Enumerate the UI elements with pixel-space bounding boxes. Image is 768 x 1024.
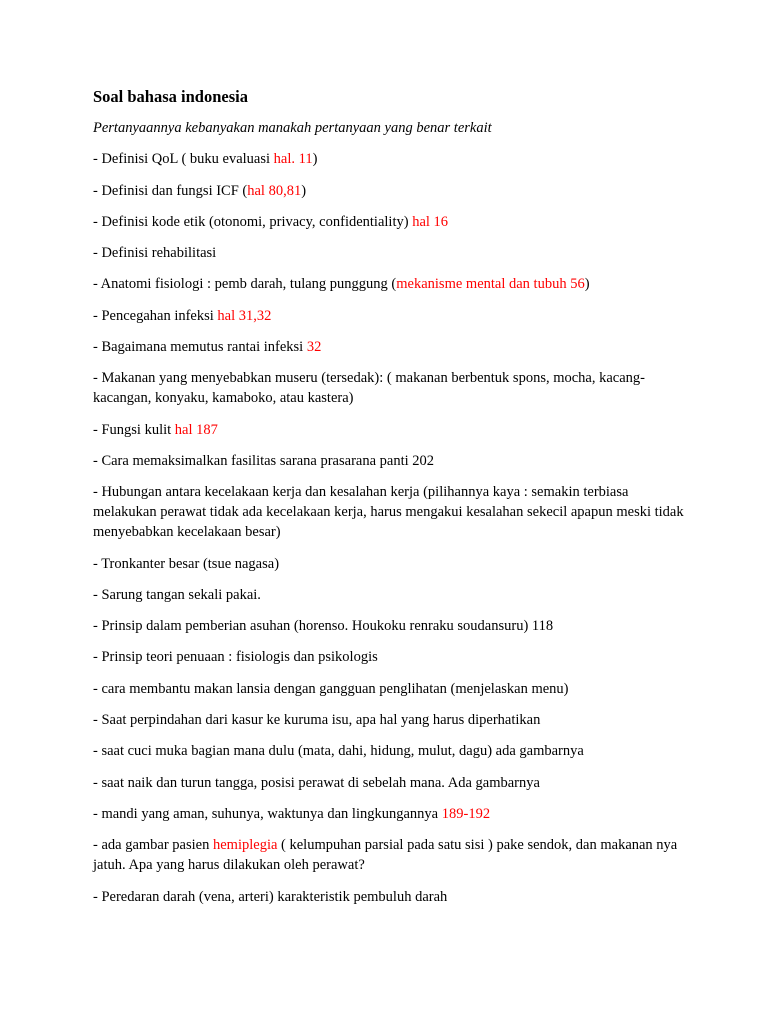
highlighted-reference: hemiplegia [212,837,278,854]
item-text: - Bagaimana memutus rantai infeksi [93,339,307,356]
item-text: - Cara memaksimalkan fasilitas sarana prasarana panti 202 [93,452,435,469]
item-text: ) [301,182,307,199]
list-item [93,149,693,169]
list-item [93,616,693,636]
list-item [93,773,693,793]
list-item [93,710,693,730]
item-text: ) [312,151,318,168]
document-subtitle: Pertanyaannya kebanyakan manakah pertanyaan yang benar terkait [93,120,492,136]
question-list [93,149,693,906]
list-item [93,306,693,326]
list-item [93,554,693,574]
item-text: ) [584,276,590,293]
list-item [93,482,693,542]
list-item [93,243,693,263]
list-item [93,274,693,294]
item-text: - Definisi QoL ( buku evaluasi [93,151,274,168]
highlighted-reference: 32 [306,339,322,356]
item-text: - Definisi kode etik (otonomi, privacy, confidentiality) [93,213,413,230]
item-text: - Prinsip teori penuaan : fisiologis dan psikologis [93,649,378,666]
document-title: Soal bahasa indonesia [93,87,248,106]
item-text: - Fungsi kulit [93,421,175,438]
list-item [93,804,693,824]
item-text: - saat naik dan turun tangga, posisi perawat di sebelah mana. Ada gambarnya [93,774,540,791]
document-content [93,85,693,907]
item-text: - Definisi rehabilitasi [93,245,217,262]
item-text: - cara membantu makan lansia dengan gangguan penglihatan (menjelaskan menu) [93,680,569,697]
item-text: - Makanan yang menyebabkan museru (tersedak): ( makanan berbentuk spons, mocha, kacang-kacangan, konyaku, kamaboko, atau kastera) [93,370,646,407]
highlighted-reference: 189-192 [441,805,491,822]
list-item [93,212,693,232]
list-item [93,451,693,471]
item-text: - ada gambar pasien [93,837,213,854]
highlighted-reference: hal 80,81 [247,182,302,199]
list-item [93,835,693,875]
highlighted-reference: hal 187 [174,421,218,438]
item-text: ( kelumpuhan parsial pada satu sisi ) pake sendok, dan makanan nya jatuh. Apa yang harus dilakukan oleh perawat? [93,837,678,874]
item-text: - Pencegahan infeksi [93,307,218,324]
item-text: - Anatomi fisiologi : pemb darah, tulang punggung ( [93,276,397,293]
highlighted-reference: hal 16 [412,213,449,230]
list-item [93,420,693,440]
item-text: - saat cuci muka bagian mana dulu (mata, dahi, hidung, mulut, dagu) ada gambarnya [93,743,584,760]
item-text: - Definisi dan fungsi ICF ( [93,182,248,199]
highlighted-reference: mekanisme mental dan tubuh 56 [396,276,585,293]
list-item [93,585,693,605]
item-text: - Tronkanter besar (tsue nagasa) [93,555,280,572]
list-item [93,181,693,201]
list-item [93,741,693,761]
item-text: - Prinsip dalam pemberian asuhan (horenso. Houkoku renraku soudansuru) 118 [93,618,554,635]
list-item [93,368,693,408]
list-item [93,887,693,907]
highlighted-reference: hal 31,32 [217,307,272,324]
list-item [93,679,693,699]
list-item [93,647,693,667]
item-text: - mandi yang aman, suhunya, waktunya dan lingkungannya [93,805,442,822]
item-text: - Peredaran darah (vena, arteri) karakteristik pembuluh darah [93,888,448,905]
item-text: - Hubungan antara kecelakaan kerja dan kesalahan kerja (pilihannya kaya : semakin terbiasa melakukan perawat tidak ada kecelakaan kerja, harus mengakui kesalahan sekecil apapun meski tidak menyebabkan kecelakaan besar) [93,484,684,541]
highlighted-reference: hal. 11 [273,151,313,168]
item-text: - Saat perpindahan dari kasur ke kuruma isu, apa hal yang harus diperhatikan [93,712,541,729]
item-text: - Sarung tangan sekali pakai. [93,586,261,603]
list-item [93,337,693,357]
